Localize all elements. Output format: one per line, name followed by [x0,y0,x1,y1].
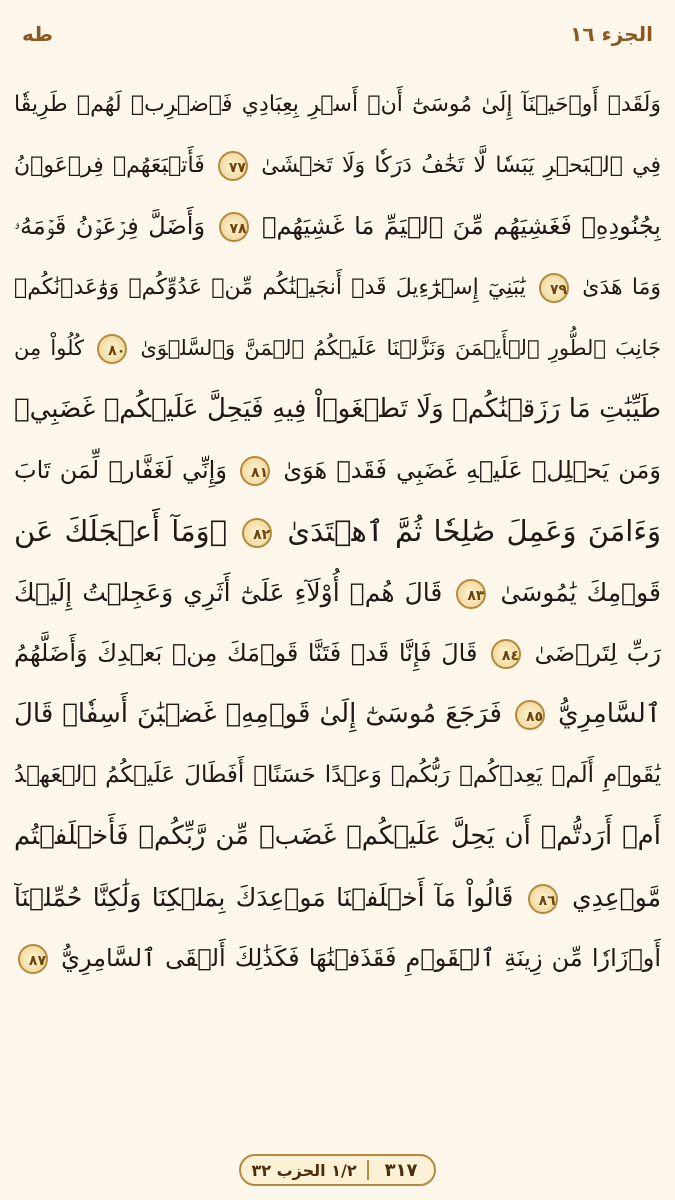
verse-text: قَالَ فَإِنَّا قَدۡ فَتَنَّا قَوۡمَكَ مِنۢ بَعۡدِكَ وَأَضَلَّهُمُ [14,639,478,667]
verse-text: وَلَقَدۡ أَوۡحَيۡنَآ إِلَىٰ مُوسَىٰٓ أَنۡ أَسۡرِ بِعِبَادِي فَٱضۡرِبۡ لَهُمۡ طَرِيقٗا [14,92,661,117]
ayah-number-marker: ٨٤ [491,639,521,669]
text-line [14,867,661,928]
ayah-number-marker: ٨٢ [242,518,272,548]
verse-text: أَوۡزَارٗا مِّن زِينَةِ ٱلۡقَوۡمِ فَقَذَفۡنَٰهَا فَكَذَٰلِكَ أَلۡقَى ٱلسَّامِرِيُّ [61,944,661,972]
ayah-number-marker: ٧٩ [539,273,569,303]
verse-text: ۞وَمَآ أَعۡجَلَكَ عَن [14,514,228,548]
verse-text: ٱلسَّامِرِيُّ [558,699,661,729]
verse-text: يَٰقَوۡمِ أَلَمۡ يَعِدۡكُمۡ رَبُّكُمۡ وَعۡدًا حَسَنًاۚ أَفَطَالَ عَلَيۡكُمُ ٱلۡعَهۡدُ [14,762,661,788]
text-line [14,318,661,379]
ayah-number-marker: ٨٧ [18,944,48,974]
ayah-number-marker: ٨٠ [97,334,127,364]
verse-text: قَالَ هُمۡ أُوْلَآءِ عَلَىٰٓ أَثَرِي وَعَجِلۡتُ إِلَيۡكَ [14,578,443,607]
page-number: ٣١٧ [384,1159,418,1181]
ayah-number-marker: ٧٨ [219,212,249,242]
text-line [14,257,661,318]
verse-text: طَيِّبَٰتِ مَا رَزَقۡنَٰكُمۡ وَلَا تَطۡغَوۡاْ فِيهِ فَيَحِلَّ عَلَيۡكُمۡ غَضَبِيۖ [14,394,661,424]
verse-text: فِي ٱلۡبَحۡرِ يَبَسٗا لَّا تَخَٰفُ دَرَكٗا وَلَا تَخۡشَىٰ [261,153,661,178]
verse-text: وَمَا هَدَىٰ [582,275,661,300]
text-line [14,74,661,135]
verse-text: أَمۡ أَرَدتُّمۡ أَن يَحِلَّ عَلَيۡكُمۡ غَضَبٞ مِّن رَّبِّكُمۡ فَأَخۡلَفۡتُم [14,821,661,851]
verse-text: وَإِنِّي لَغَفَّارٞ لِّمَن تَابَ [14,456,227,484]
verse-text: رَبِّ لِتَرۡضَىٰ [534,639,661,667]
text-line [14,623,661,684]
text-line [14,684,661,745]
page-footer [0,1152,675,1188]
ayah-number-marker: ٨٥ [515,700,545,730]
text-line [14,562,661,623]
ayah-number-marker: ٧٧ [218,151,248,181]
verse-text: فَرَجَعَ مُوسَىٰٓ إِلَىٰ قَوۡمِهِۦ غَضۡبَٰنَ أَسِفٗاۚ قَالَ [14,699,502,729]
verse-text: بِجُنُودِهِۦ فَغَشِيَهُم مِّنَ ٱلۡيَمِّ مَا غَشِيَهُمۡ [262,212,661,240]
text-line [14,379,661,440]
text-line [14,501,661,562]
verse-text: وَأَضَلَّ فِرۡعَوۡنُ قَوۡمَهُۥ [14,212,206,240]
verse-text: قَوۡمِكَ يَٰمُوسَىٰ [500,578,661,607]
surah-name: طه [22,22,53,46]
footer-frame [239,1154,435,1186]
ayah-number-marker: ٨٣ [456,579,486,609]
quran-text-block [14,74,661,1164]
ayah-number-marker: ٨٦ [528,884,558,914]
text-line [14,806,661,867]
verse-text: فَأَتۡبَعَهُمۡ فِرۡعَوۡنُ [14,153,205,178]
text-line [14,928,661,989]
verse-text: وَءَامَنَ وَعَمِلَ صَٰلِحٗا ثُمَّ ٱهۡتَدَىٰ [287,514,661,548]
verse-text: مَّوۡعِدِي [572,883,661,912]
text-line [14,745,661,806]
verse-text: قَالُواْ مَآ أَخۡلَفۡنَا مَوۡعِدَكَ بِمَلۡكِنَا وَلَٰكِنَّا حُمِّلۡنَآ [14,883,514,912]
page-header [22,14,653,54]
verse-text: كُلُواْ مِن [14,336,85,360]
text-line [14,440,661,501]
verse-text: يَٰبَنِيٓ إِسۡرَٰٓءِيلَ قَدۡ أَنجَيۡنَٰكُم مِّنۡ عَدُوِّكُمۡ وَوَٰعَدۡنَٰكُمۡ [14,275,526,300]
text-line [14,135,661,196]
juz-label: الجزء ١٦ [570,22,653,46]
hizb-label: ١/٢ الحزب ٣٢ [251,1160,357,1180]
verse-text: جَانِبَ ٱلطُّورِ ٱلۡأَيۡمَنَ وَنَزَّلۡنَا عَلَيۡكُمُ ٱلۡمَنَّ وَٱلسَّلۡوَىٰ [140,336,661,360]
ayah-number-marker: ٨١ [240,456,270,486]
text-line [14,196,661,257]
footer-divider [367,1160,369,1180]
verse-text: وَمَن يَحۡلِلۡ عَلَيۡهِ غَضَبِي فَقَدۡ هَوَىٰ [283,456,661,484]
